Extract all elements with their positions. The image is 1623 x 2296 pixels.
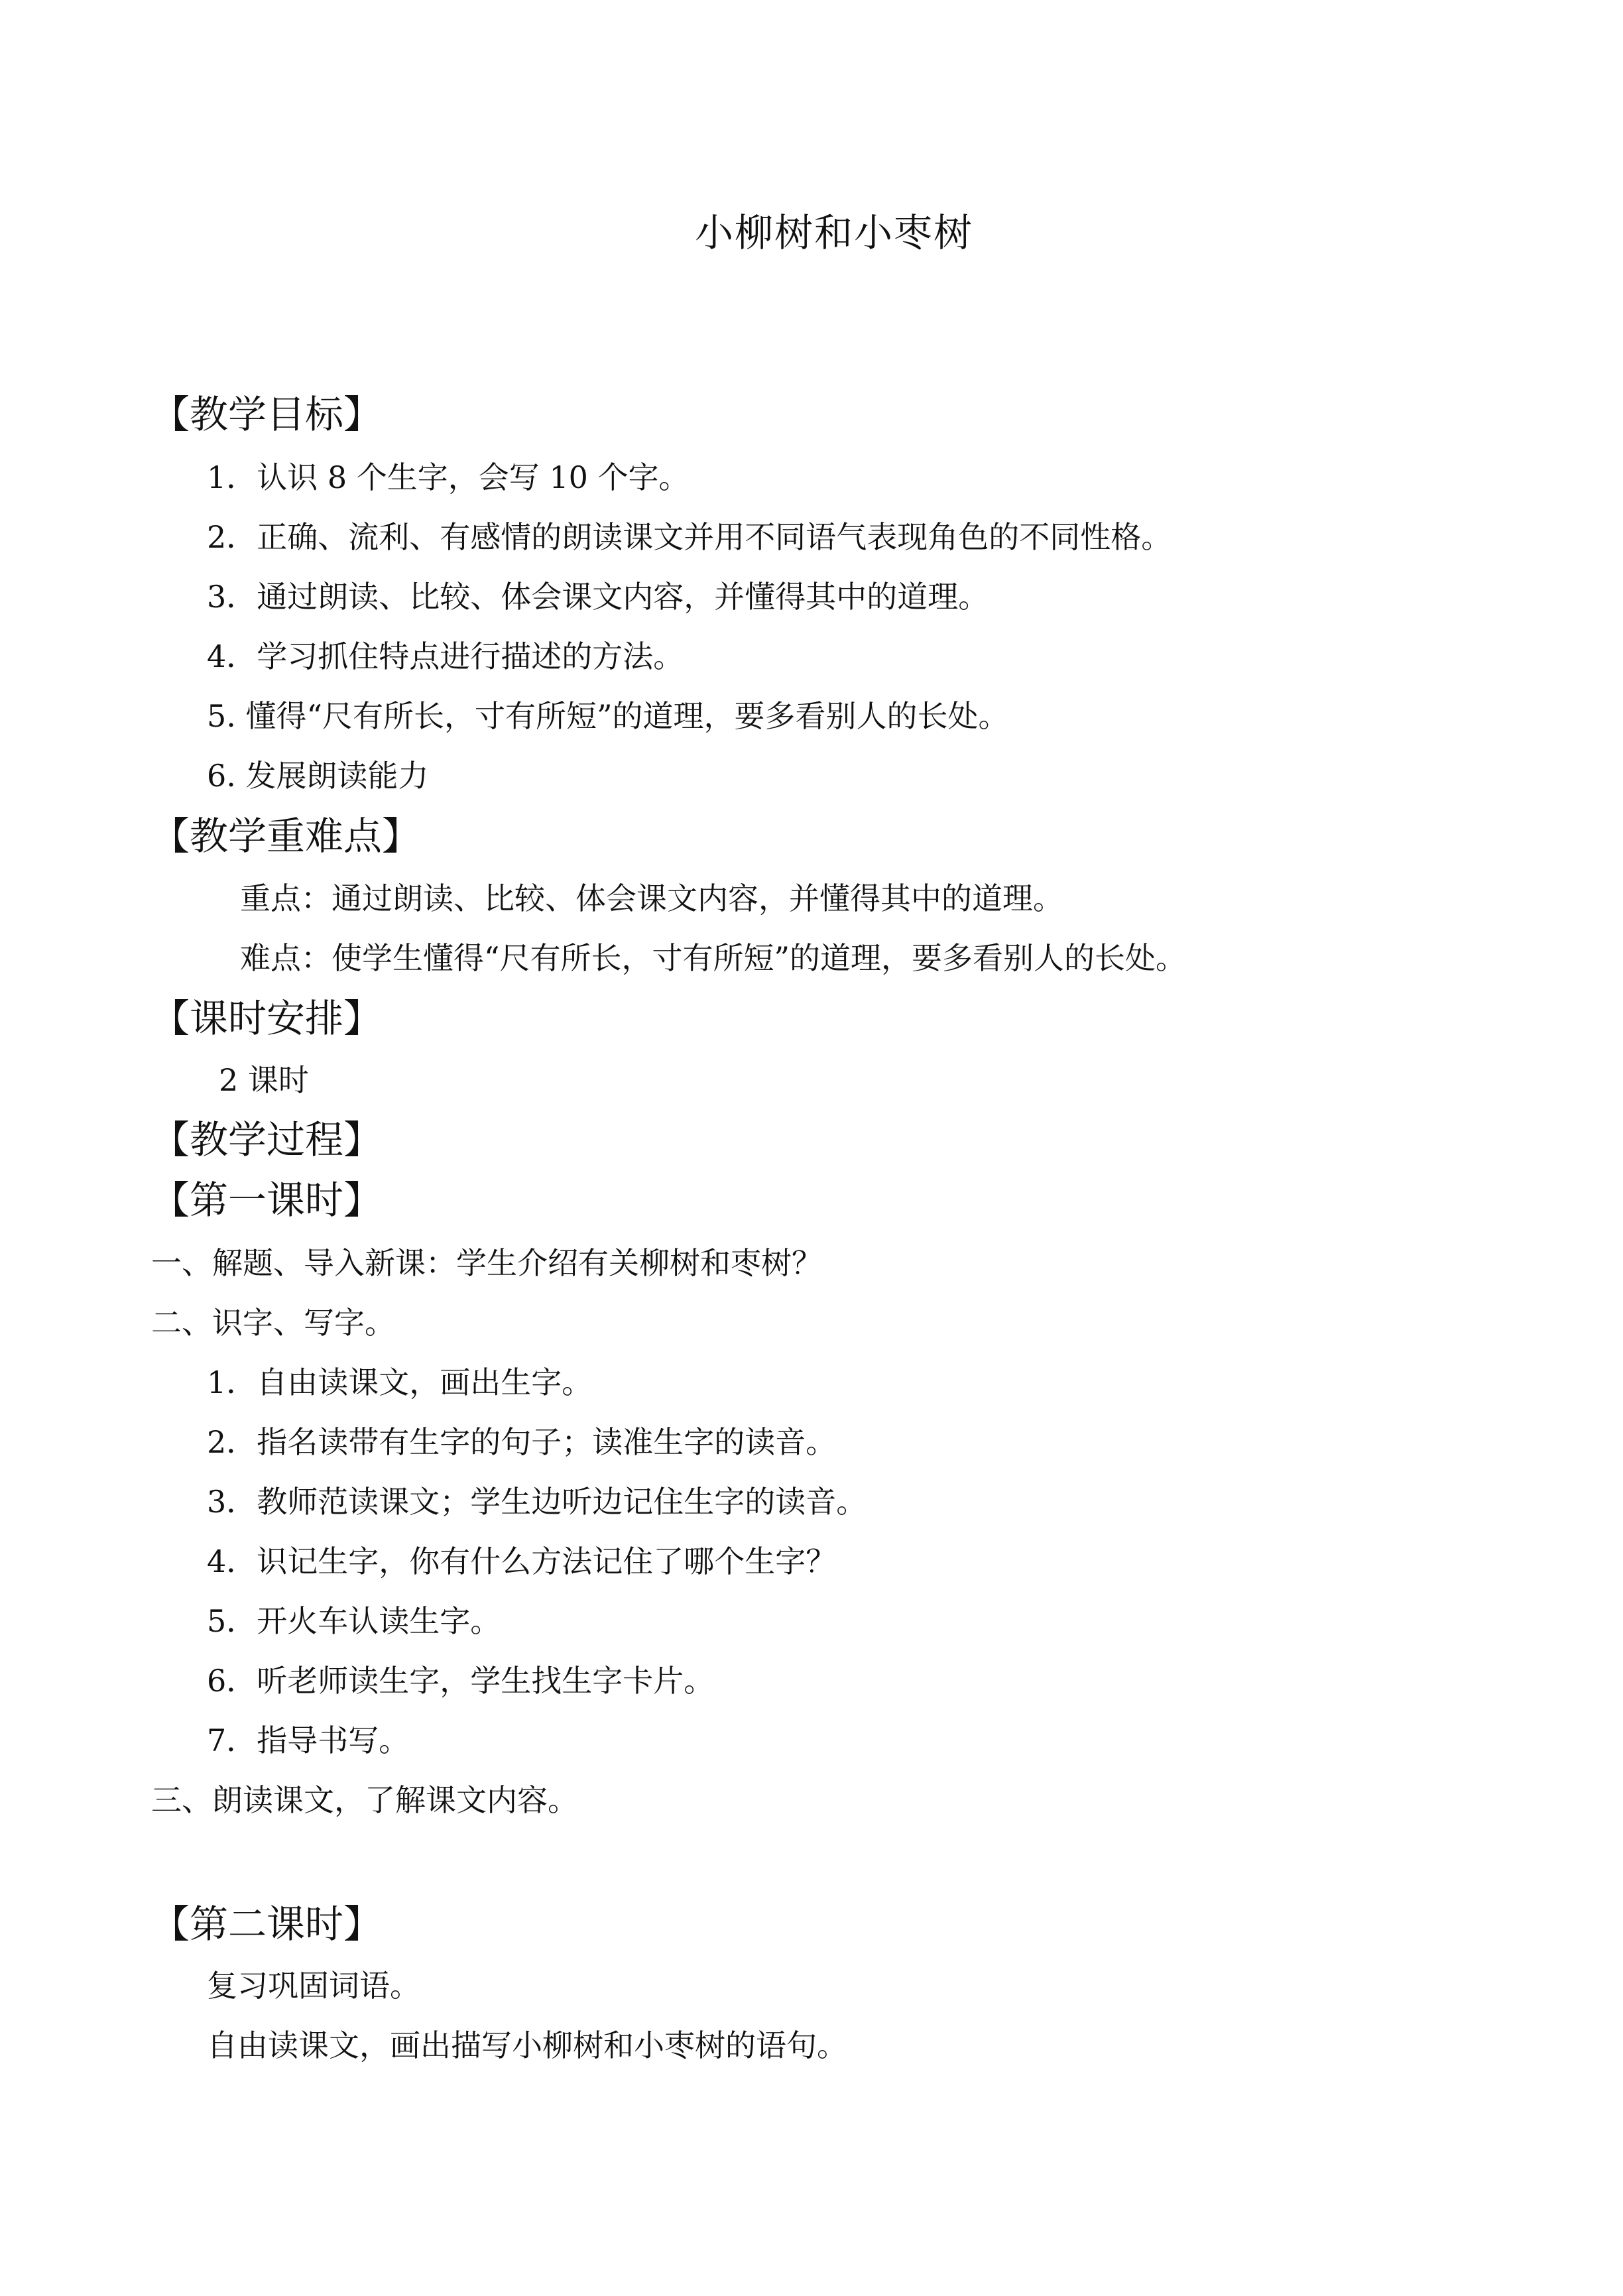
lesson1-substep: 3．教师范读课文；学生边听边记住生字的读音。 (207, 1484, 867, 1520)
document-title: 小柳树和小枣树 (695, 210, 974, 255)
lesson1-substep: 7．指导书写。 (207, 1722, 410, 1758)
lesson1-step: 三、朗读课文，了解课文内容。 (151, 1782, 578, 1818)
section-heading-lesson-2: 【第二课时】 (151, 1902, 383, 1947)
goal-item: 6. 发展朗读能力 (207, 758, 429, 794)
goal-item: 5. 懂得“尺有所长，寸有所短”的道理，要多看别人的长处。 (207, 698, 1009, 734)
difficult-point: 难点：使学生懂得“尺有所长，寸有所短”的道理，要多看别人的长处。 (240, 940, 1187, 976)
section-heading-schedule: 【课时安排】 (151, 996, 383, 1041)
goal-item: 4．学习抓住特点进行描述的方法。 (207, 638, 684, 674)
lesson1-substep: 1．自由读课文，画出生字。 (207, 1364, 593, 1400)
lesson1-substep: 4．识记生字，你有什么方法记住了哪个生字？ (207, 1543, 837, 1579)
lesson2-item: 复习巩固词语。 (207, 1968, 420, 2004)
section-heading-process: 【教学过程】 (151, 1117, 383, 1162)
lesson2-item: 自由读课文，画出描写小柳树和小枣树的语句。 (207, 2027, 847, 2063)
lesson1-step: 一、解题、导入新课：学生介绍有关柳树和枣树？ (151, 1245, 822, 1281)
key-point: 重点：通过朗读、比较、体会课文内容，并懂得其中的道理。 (240, 880, 1063, 916)
goal-item: 1．认识 8 个生字，会写 10 个字。 (207, 459, 690, 495)
lesson1-substep: 6．听老师读生字，学生找生字卡片。 (207, 1663, 715, 1699)
lesson1-substep: 5．开火车认读生字。 (207, 1603, 501, 1639)
lesson1-substep: 2．指名读带有生字的句子；读准生字的读音。 (207, 1424, 837, 1460)
section-heading-key-points: 【教学重难点】 (151, 814, 421, 859)
section-heading-lesson-1: 【第一课时】 (151, 1178, 383, 1223)
schedule-text: 2 课时 (219, 1062, 309, 1098)
section-heading-goals: 【教学目标】 (151, 392, 383, 437)
goal-item: 2．正确、流利、有感情的朗读课文并用不同语气表现角色的不同性格。 (207, 519, 1172, 555)
lesson1-step: 二、识字、写字。 (151, 1305, 395, 1341)
goal-item: 3．通过朗读、比较、体会课文内容，并懂得其中的道理。 (207, 579, 989, 615)
